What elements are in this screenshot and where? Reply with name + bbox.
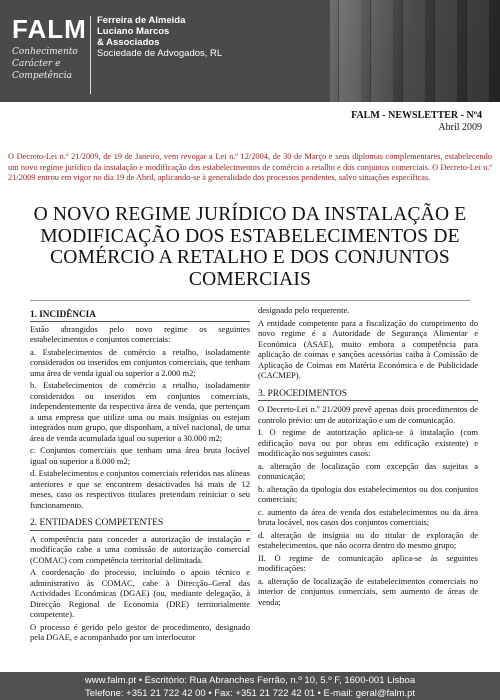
right-column: designado pelo requerente. A entidade competente para a fiscalização do cumprimento do novo regime é a Autoridade de Segurança Alimentar e Económica (ASAE), muito embora a competência para aplicação de coimas e sanções acessórias caiba à Comissão de Aplicação de Coimas em Matéria Económica e de Publicidade (CACMEP). 3. PROCEDIMENTOS O Decreto-Lei n.º 21/2009 prevê apenas dois procedimentos de controlo prévio: um de autorização e um de comunicação. I. O regime de autorização aplica-se à instalação (com edificação nova ou por obras em edificação existente) e modificação nos seguintes casos: a. alteração de localização com excepção das sujeitas a comunicação; b. alteração da tipologia dos estabelecimentos ou dos conjuntos comerciais; c. aumento da área de venda dos estabelecimentos ou da área bruta locável, nos casos dos conjuntos comerciais; d. alteração de insígnia ou do titular de exploração de estabelecimentos, que não ocorra dentro do mesmo grupo; II. O regime de comunicação aplica-se às seguintes modificações: a. alteração de localização de estabelecimentos comerciais no interior de conjuntos comerciais, sem aumento de áreas de venda; [258,305,478,607]
bookshelf-photo [330,0,500,102]
section-heading-entidades: 2. ENTIDADES COMPETENTES [30,518,250,531]
list-item: d. alteração de insígnia ou do titular de exploração de estabelecimentos, que não ocorra dentro do mesmo grupo; [258,529,478,550]
list-item: c. Conjuntos comerciais que tenham uma área bruta locável igual ou superior a 8.000 m2; [30,445,250,466]
header-banner [0,0,500,102]
left-column: 1. INCIDÊNCIA Estão abrangidos pelo novo regime os seguintes estabelecimentos e conjuntos comerciais: a. Estabelecimentos de comércio a retalho, isoladamente considerados ou inseridos em conjuntos comerciais, que tenham uma área de venda igual ou superior a 2.000 m2; b. Estabelecimentos de comércio a retalho, isoladamente considerados ou inseridos em conjuntos comerciais, independentemente da respectiva área de venda, que pertençam a uma empresa que utilize uma ou mais insígnias ou estejam integrados num grupo, que disponham, a nível nacional, de uma área de venda acumulada igual ou superior a 30.000 m2; c. Conjuntos comerciais que tenham uma área bruta locável igual ou superior a 8.000 m2; d. Estabelecimentos e conjuntos comerciais referidos nas alíneas anteriores e que se encontrem desactivados há mais de 12 meses, caso os respectivos titulares pretendam reiniciar o seu funcionamento. 2. ENTIDADES COMPETENTES A competência para conceder a autorização de instalação e modificação cabe a uma comissão de autorização comercial (COMAC) com competência territorial delimitada. A coordenação do processo, incluindo o apoio técnico e administrativo às COMAC, cabe à Direcção–Geral das Actividades Económicas (DGAE) (ou, mediante delegação, à Direcção Regional de Economia (DRE) territorialmente competente). O processo é gerido pelo gestor de procedimento, designado pela DGAE, e acompanhado por um interlocutor [30,309,250,642]
list-item: b. alteração da tipologia dos estabelecimentos ou dos conjuntos comerciais; [258,483,478,504]
footer-address: www.falm.pt • Escritório: Rua Abranches Ferrão, n.º 10, 5.º F, 1600-001 Lisboa [84,675,416,686]
title-rule [30,300,470,301]
list-item: b. Estabelecimentos de comércio a retalho, isoladamente considerados ou inseridos em conjuntos comerciais, independentemente da respectiva área de venda, que pertençam a uma empresa que utilize uma ou mais insígnias ou estejam integrados num grupo, que disponham, a nível nacional, de uma área de venda acumulada igual ou superior a 30.000 m2; [30,380,250,443]
list-item: a. Estabelecimentos de comércio a retalho, isoladamente considerados ou inseridos em conjuntos comerciais, que tenham uma área de venda igual ou superior a 2.000 m2; [30,346,250,378]
list-item: a. alteração de localização com excepção das sujeitas a comunicação; [258,460,478,481]
list-item: c. aumento da área de venda dos estabelecimentos ou da área bruta locável, nos casos dos conjuntos comerciais; [258,506,478,527]
firm-name: Ferreira de Almeida Luciano Marcos & Associados Sociedade de Advogados, RL [97,15,223,59]
falm-logo: FALM [12,14,87,44]
list-item: a. alteração de localização de estabelecimentos comerciais no interior de conjuntos comerciais, sem aumento de áreas de venda; [258,575,478,607]
list-item: d. Estabelecimentos e conjuntos comerciais referidos nas alíneas anteriores e que se encontrem desactivados há mais de 12 meses, caso os respectivos titulares pretendam reiniciar o seu funcionamento. [30,468,250,510]
footer-contact [0,672,500,700]
footer-phone: Telefone: +351 21 722 42 00 • Fax: +351 21 722 42 01 • E-mail: geral@falm.pt [84,688,415,699]
tagline: Conhecimento Carácter e Competência [12,47,78,81]
intro-paragraph: O Decreto-Lei n.º 21/2009, de 19 de Janeiro, vem revogar a Lei n.º 12/2004, de 30 de Março e seus diplomas complementares, estabelecendo um novo regime jurídico da instalação e modificação dos estabelecimentos de comércio a retalho e dos conjuntos comerciais. O Decreto-Lei n.º 21/2009 entrou em vigor no dia 19 de Abril, aplicando-se à generalidade dos processos pendentes, salvo situações específicas. [8,152,492,183]
article-title: O NOVO REGIME JURÍDICO DA INSTALAÇÃO E MODIFICAÇÃO DOS ESTABELECIMENTOS DE COMÉRCIO A RETALHO E DOS CONJUNTOS COMERCIAIS [33,204,467,290]
header-divider [90,16,91,94]
newsletter-label: FALM - NEWSLETTER - Nº4 Abril 2009 [351,110,482,133]
section-heading-procedimentos: 3. PROCEDIMENTOS [258,389,478,402]
section-heading-incidencia: 1. INCIDÊNCIA [30,309,250,322]
